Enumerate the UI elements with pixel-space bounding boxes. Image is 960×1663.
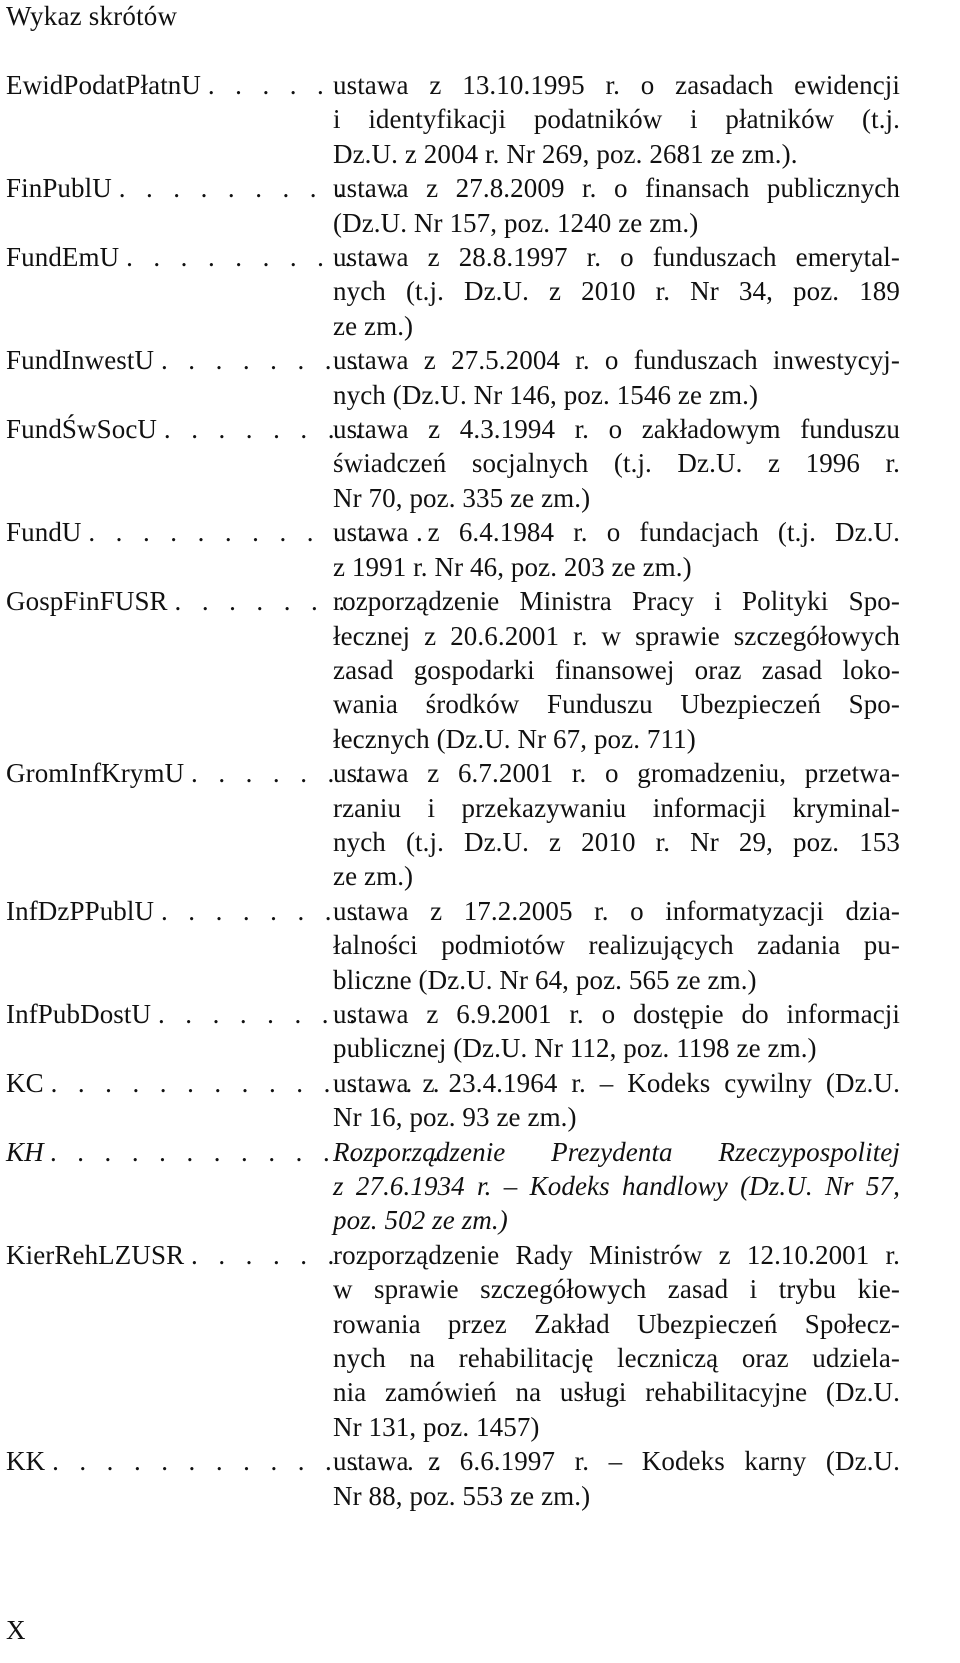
dot-leader: . . . . . . . . . . . . . xyxy=(88,517,430,548)
definition-line: z 1991 r. Nr 46, poz. 203 ze zm.) xyxy=(333,551,692,582)
definition-line: ustawa z 27.8.2009 r. o finansach publicznych xyxy=(333,173,900,204)
definition-line: zasad gospodarki finansowej oraz zasad loko- xyxy=(333,654,900,685)
abbreviation-term: FundŚwSocU xyxy=(6,414,158,445)
definition-line: Rozporządzenie Prezydenta Rzeczypospolitej xyxy=(333,1136,900,1167)
abbreviation-term: GromInfKrymU xyxy=(6,758,185,789)
abbreviation-definition xyxy=(333,1238,906,1444)
definition-line: (Dz.U. Nr 157, poz. 1240 ze zm.) xyxy=(333,207,699,238)
dot-leader: . . . . . . . . . . . xyxy=(118,173,406,204)
definition-line: łecznych (Dz.U. Nr 67, poz. 711) xyxy=(333,723,696,754)
abbreviation-entry xyxy=(6,1066,906,1135)
abbreviation-term-cell xyxy=(6,171,406,205)
abbreviation-term: FundU xyxy=(6,517,82,548)
abbreviation-definition xyxy=(333,1444,906,1513)
abbreviation-term-cell xyxy=(6,584,352,618)
abbreviation-term: InfPubDostU xyxy=(6,998,152,1029)
abbreviation-definition xyxy=(333,412,906,515)
definition-line: i identyfikacji podatników i płatników (t.j. xyxy=(333,104,900,135)
definition-line: nych na rehabilitację leczniczą oraz udziela- xyxy=(333,1343,900,1374)
abbreviation-entry xyxy=(6,894,906,997)
definition-line: nia zamówień na usługi rehabilitacyjne (Dz.U. xyxy=(333,1377,900,1408)
abbreviation-definition xyxy=(333,515,906,584)
definition-line: Dz.U. z 2004 r. Nr 269, poz. 2681 ze zm.). xyxy=(333,138,798,169)
definition-line: ustawa z 6.6.1997 r. – Kodeks karny (Dz.U. xyxy=(333,1446,900,1477)
abbreviation-term-cell xyxy=(6,412,369,446)
definition-line: wania środków Funduszu Ubezpieczeń Spo- xyxy=(333,689,900,720)
abbreviation-term-cell xyxy=(6,1238,342,1272)
definition-line: nych (t.j. Dz.U. z 2010 r. Nr 34, poz. 189 xyxy=(333,276,900,307)
abbreviation-entry xyxy=(6,1238,906,1444)
abbreviation-entry xyxy=(6,1444,906,1513)
abbreviation-entry xyxy=(6,240,906,343)
definition-line: łalności podmiotów realizujących zadania pu- xyxy=(333,930,900,961)
abbreviation-definition xyxy=(333,894,906,997)
dot-leader: . . . . . . . . . . . . . . . xyxy=(50,1067,447,1098)
abbreviation-entry xyxy=(6,1135,906,1238)
dot-leader: . . . . . xyxy=(207,70,331,100)
dot-leader: . . . . . . . xyxy=(174,586,352,617)
abbreviation-definition xyxy=(333,756,906,894)
dot-leader: . . . . . . . . . . . . . . . xyxy=(50,1136,447,1167)
definition-line: ustawa z 13.10.1995 r. o zasadach ewidencji xyxy=(333,70,900,100)
definition-line: Nr 16, poz. 93 ze zm.) xyxy=(333,1102,577,1133)
abbreviation-entry xyxy=(6,412,906,515)
abbreviation-term: InfDzPPublU xyxy=(6,895,155,926)
abbreviation-term-cell xyxy=(6,1066,447,1100)
abbreviation-definition xyxy=(333,1135,906,1238)
abbreviation-definition xyxy=(333,240,906,343)
abbreviation-term: KH xyxy=(6,1136,44,1167)
definition-line: ustawa z 6.9.2001 r. o dostępie do informacji xyxy=(333,998,900,1029)
dot-leader: . . . . . . . . . . . . . . . xyxy=(52,1446,448,1477)
definition-line: bliczne (Dz.U. Nr 64, poz. 565 ze zm.) xyxy=(333,964,757,995)
definition-line: publicznej (Dz.U. Nr 112, poz. 1198 ze zm.) xyxy=(333,1033,817,1064)
running-head-title: Wykaz skrótów xyxy=(6,1,178,31)
definition-line: rozporządzenie Rady Ministrów z 12.10.2001 r. xyxy=(333,1239,900,1270)
abbreviation-term: FinPublU xyxy=(6,173,112,204)
dot-leader: . . . . . . . . xyxy=(157,998,363,1029)
abbreviation-definition xyxy=(333,343,906,412)
page-number: X xyxy=(6,1615,26,1645)
abbreviations-list xyxy=(6,68,906,1513)
abbreviation-term: EwidPodatPłatnU xyxy=(6,70,201,100)
abbreviation-term: KK xyxy=(6,1446,46,1477)
abbreviation-term-cell xyxy=(6,68,333,102)
abbreviation-entry xyxy=(6,584,906,756)
definition-line: świadczeń socjalnych (t.j. Dz.U. z 1996 r. xyxy=(333,448,900,479)
abbreviation-term-cell xyxy=(6,1135,447,1169)
abbreviation-entry xyxy=(6,515,906,584)
abbreviation-term-cell xyxy=(6,240,386,274)
dot-leader: . . . . . . . . . . xyxy=(126,242,386,273)
abbreviation-term-cell xyxy=(6,343,366,377)
definition-line: ustawa z 4.3.1994 r. o zakładowym funduszu xyxy=(333,414,900,445)
abbreviation-term: KC xyxy=(6,1067,44,1098)
abbreviation-term-cell xyxy=(6,997,363,1031)
definition-line: ustawa z 17.2.2005 r. o informatyzacji dzia- xyxy=(333,895,900,926)
dot-leader: . . . . . . xyxy=(191,1239,342,1270)
definition-line: ze zm.) xyxy=(333,861,414,892)
abbreviation-term: KierRehLZUSR xyxy=(6,1239,185,1270)
abbreviation-definition xyxy=(333,584,906,756)
definition-line: Nr 88, poz. 553 ze zm.) xyxy=(333,1480,591,1511)
definition-line: Nr 70, poz. 335 ze zm.) xyxy=(333,482,591,513)
definition-line: rozporządzenie Ministra Pracy i Polityki Spo- xyxy=(333,586,900,617)
abbreviation-definition xyxy=(333,997,906,1066)
definition-line: poz. 502 ze zm.) xyxy=(333,1205,508,1236)
abbreviation-entry xyxy=(6,997,906,1066)
definition-line: ustawa z 28.8.1997 r. o funduszach emerytal- xyxy=(333,242,900,273)
definition-line: ze zm.) xyxy=(333,310,414,341)
dot-leader: . . . . . . . . xyxy=(160,345,366,376)
abbreviation-term-cell xyxy=(6,756,369,790)
definition-line: ustawa z 6.4.1984 r. o fundacjach (t.j. Dz.U. xyxy=(333,517,900,548)
definition-line: ustawa z 6.7.2001 r. o gromadzeniu, przetwa- xyxy=(333,758,900,789)
abbreviation-definition xyxy=(333,171,906,240)
definition-line: Nr 131, poz. 1457) xyxy=(333,1411,540,1442)
abbreviation-term: FundInwestU xyxy=(6,345,155,376)
abbreviation-definition xyxy=(333,68,906,171)
dot-leader: . . . . . . . . xyxy=(163,414,369,445)
definition-line: rzaniu i przekazywaniu informacji kryminal- xyxy=(333,792,900,823)
definition-line: nych (Dz.U. Nr 146, poz. 1546 ze zm.) xyxy=(333,379,759,410)
abbreviation-definition xyxy=(333,1066,906,1135)
abbreviation-entry xyxy=(6,756,906,894)
definition-line: w sprawie szczegółowych zasad i trybu kie- xyxy=(333,1274,900,1305)
definition-line: ustawa z 27.5.2004 r. o funduszach inwestycyj- xyxy=(333,345,900,376)
abbreviation-entry xyxy=(6,68,906,171)
definition-line: z 27.6.1934 r. – Kodeks handlowy (Dz.U. Nr 57, xyxy=(333,1171,900,1201)
abbreviation-term: GospFinFUSR xyxy=(6,586,168,617)
abbreviation-term: FundEmU xyxy=(6,242,120,273)
definition-line: ustawa z 23.4.1964 r. – Kodeks cywilny (Dz.U. xyxy=(333,1067,900,1098)
definition-line: łecznej z 20.6.2001 r. w sprawie szczegółowych xyxy=(333,620,900,651)
abbreviation-term-cell xyxy=(6,1444,448,1478)
abbreviation-entry xyxy=(6,171,906,240)
abbreviation-term-cell xyxy=(6,515,430,549)
abbreviation-entry xyxy=(6,343,906,412)
abbreviation-term-cell xyxy=(6,894,366,928)
definition-line: nych (t.j. Dz.U. z 2010 r. Nr 29, poz. 153 xyxy=(333,826,900,857)
dot-leader: . . . . . . . . xyxy=(160,895,366,926)
definition-line: rowania przez Zakład Ubezpieczeń Społecz- xyxy=(333,1308,900,1339)
dot-leader: . . . . . . . xyxy=(191,758,369,789)
